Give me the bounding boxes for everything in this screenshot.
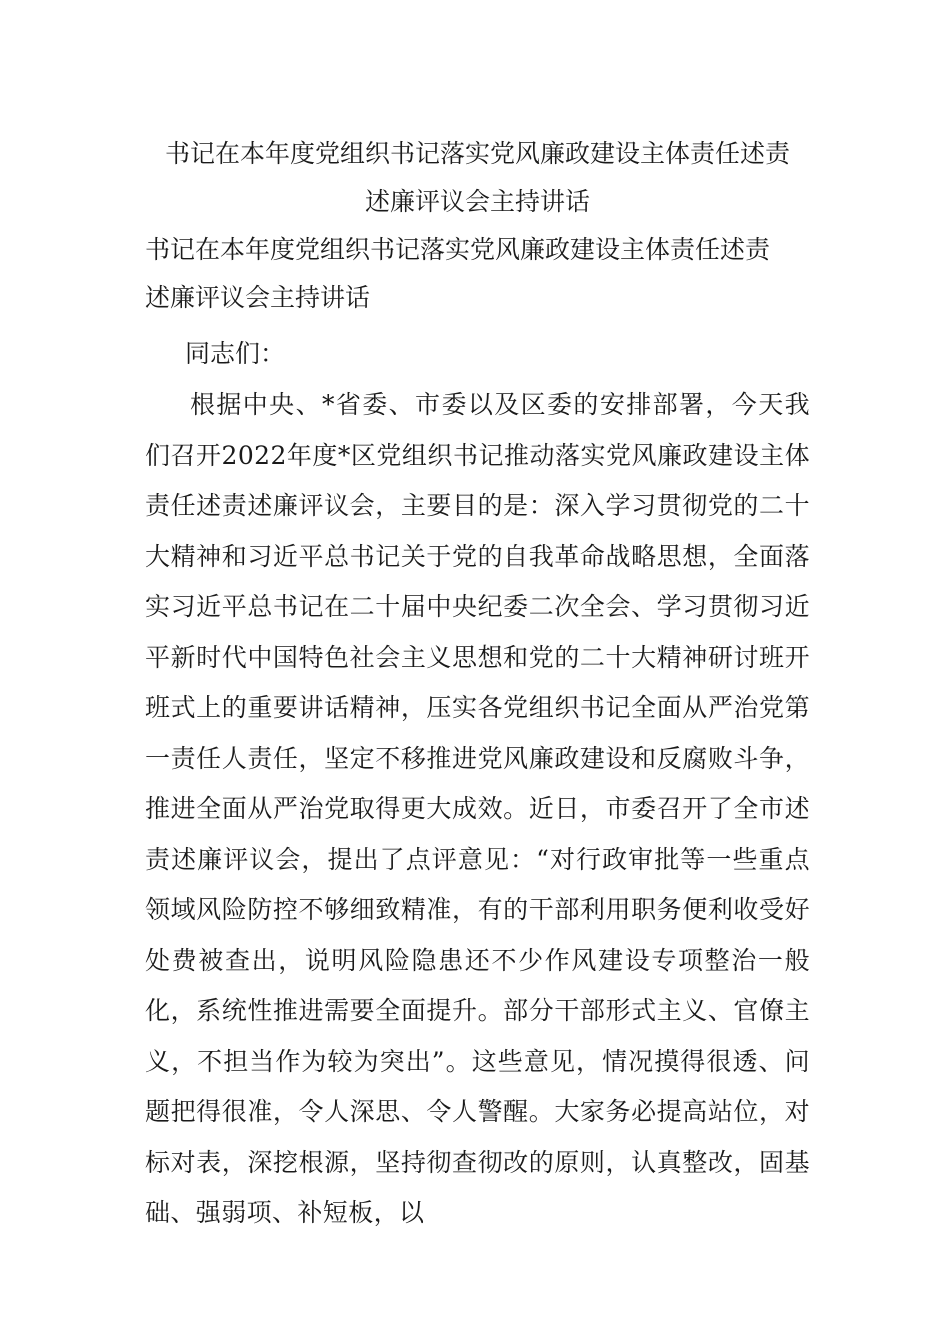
document-heading-line-1: 书记在本年度党组织书记落实党风廉政建设主体责任述责 <box>145 235 771 264</box>
document-heading-line-2: 述廉评议会主持讲话 <box>145 283 371 312</box>
greeting: 同志们： <box>185 339 286 368</box>
body-paragraph: 根据中央、*省委、市委以及区委的安排部署，今天我们召开2022年度*区党组织书记推动落实党风廉政建设主体责任述责述廉评议会，主要目的是：深入学习贯彻党的二十大精神和习近平总书记关于党的自我革命战略思想，全面落实习近平总书记在二十届中央纪委二次全会、学习贯彻习近平新时代中国特色社会主义思想和党的二十大精神研讨班开班式上的重要讲话精神，压实各党组织书记全面从严治党第一责任人责任，坚定不移推进党风廉政建设和反腐败斗争，推进全面从严治党取得更大成效。近日，市委召开了全市述责述廉评议会，提出了点评意见：“对行政审批等一些重点领域风险防控不够细致精准，有的干部利用职务便利收受好处费被查出，说明风险隐患还不少作风建设专项整治一般化，系统性推进需要全面提升。部分干部形式主义、官僚主义，不担当作为较为突出”。这些意见，情况摸得很透、问题把得很准，令人深思、令人警醒。大家务必提高站位，对标对表，深挖根源，坚持彻查彻改的原则，认真整改，固基础、强弱项、补短板，以 <box>145 390 810 1227</box>
document-title-line-1: 书记在本年度党组织书记落实党风廉政建设主体责任述责 <box>164 139 790 168</box>
document-title-line-2: 述廉评议会主持讲话 <box>364 187 590 216</box>
